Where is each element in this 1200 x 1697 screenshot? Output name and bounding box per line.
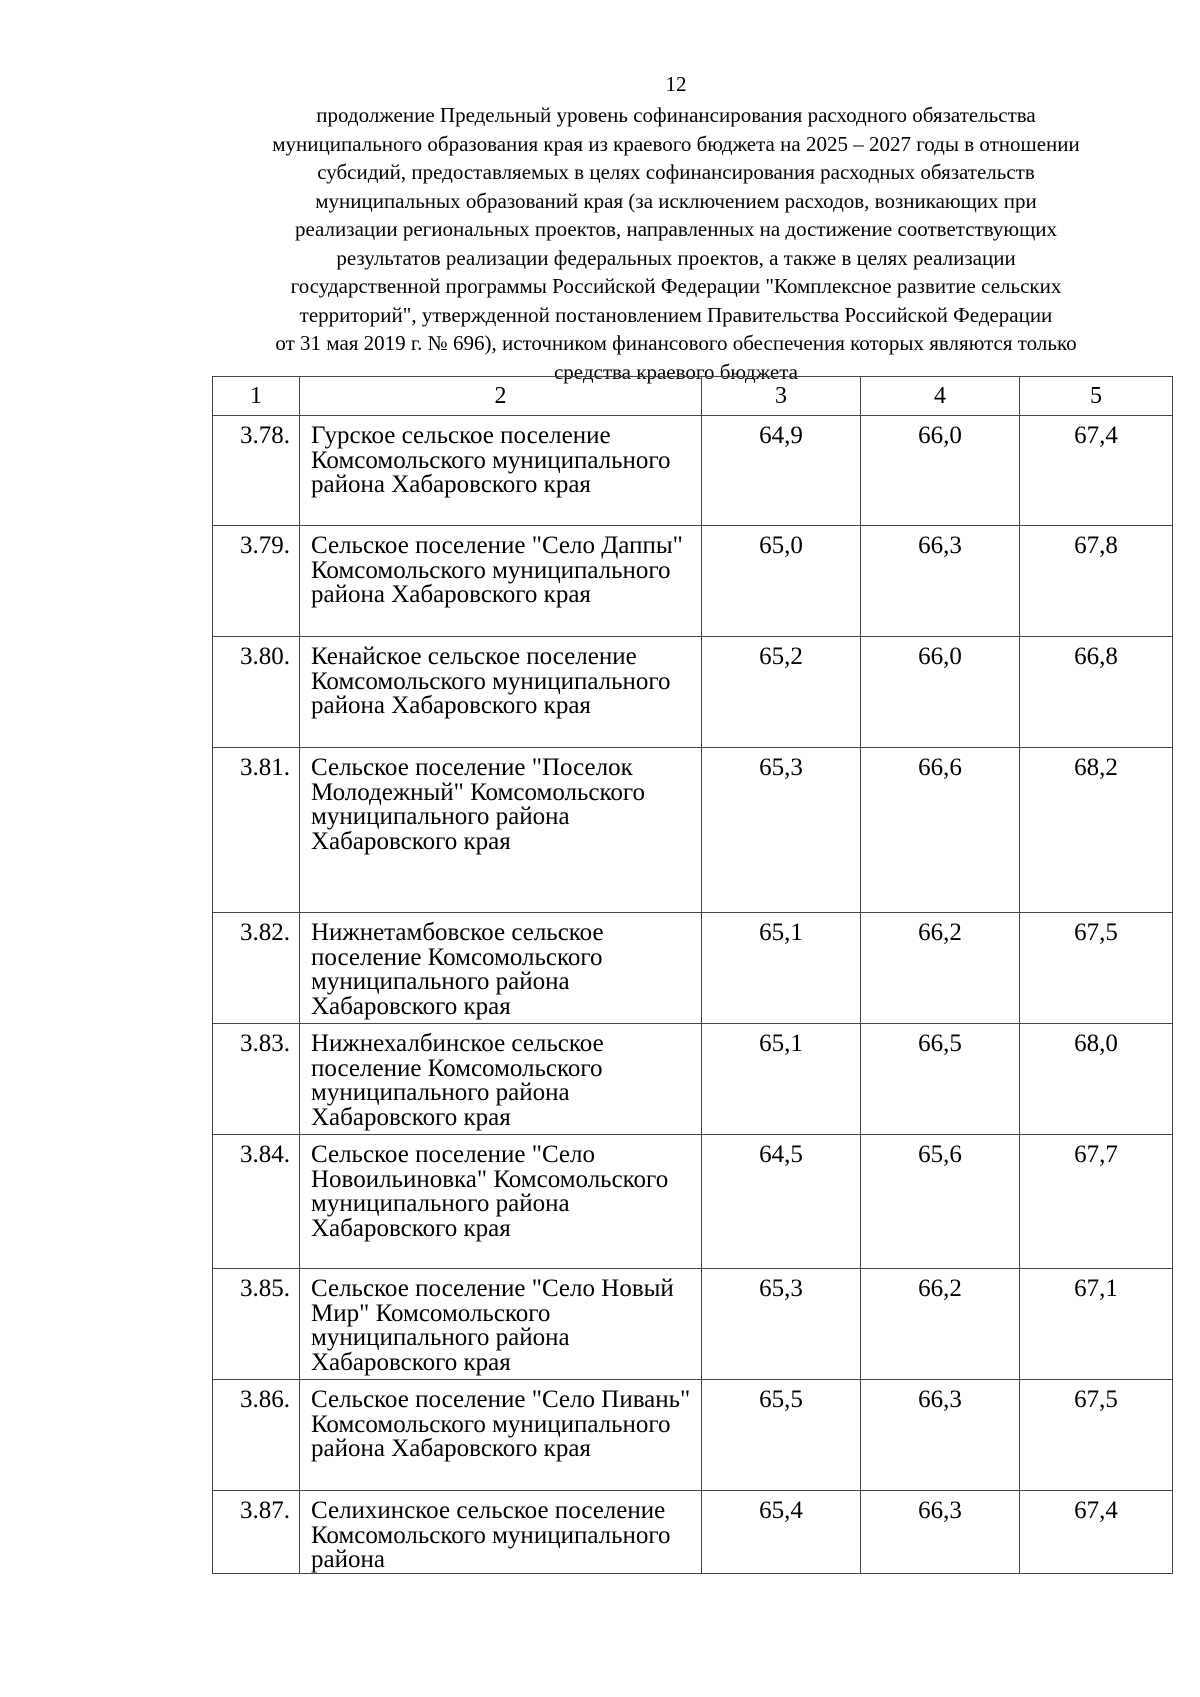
caption-line: результатов реализации федеральных проектов, а также в целях реализации [336,245,1016,270]
value-col-5: 66,8 [1020,637,1173,748]
caption-line: от 31 мая 2019 г. № 696), источником финансового обеспечения которых являются только [275,331,1077,355]
value-col-4: 66,5 [861,1024,1020,1135]
value-col-5: 67,8 [1020,526,1173,637]
municipality-name: Кенайское сельское поселение Комсомольского муниципального района Хабаровского края [300,637,702,748]
value-col-3: 65,0 [702,526,861,637]
value-col-4: 65,6 [861,1135,1020,1269]
value-col-3: 64,5 [702,1135,861,1269]
value-col-3: 65,1 [702,1024,861,1135]
cofinancing-table [212,376,1173,1574]
caption-line: субсидий, предоставляемых в целях софинансирования расходных обязательств [317,160,1035,184]
value-col-3: 65,2 [702,637,861,748]
value-col-4: 66,2 [861,913,1020,1024]
table-row [213,416,1173,526]
row-number: 3.87. [213,1491,300,1574]
value-col-4: 66,3 [861,526,1020,637]
value-col-4: 66,3 [861,1491,1020,1574]
caption-line: муниципального образования края из краевого бюджета на 2025 – 2027 годы в отношении [272,131,1080,156]
table-row [213,637,1173,748]
value-col-3: 65,1 [702,913,861,1024]
table-row [213,526,1173,637]
value-col-5: 68,2 [1020,748,1173,913]
value-col-3: 65,3 [702,748,861,913]
header-row [213,377,1173,416]
value-col-5: 67,7 [1020,1135,1173,1269]
page-number: 12 [665,72,687,96]
value-col-4: 66,0 [861,637,1020,748]
value-col-3: 64,9 [702,416,861,526]
row-number: 3.83. [213,1024,300,1135]
value-col-3: 65,5 [702,1380,861,1491]
value-col-4: 66,0 [861,416,1020,526]
value-col-4: 66,2 [861,1269,1020,1380]
municipality-name: Гурское сельское поселение Комсомольского муниципального района Хабаровского края [300,416,702,526]
value-col-4: 66,6 [861,748,1020,913]
municipality-name: Нижнехалбинское сельское поселение Комсомольского муниципального района Хабаровского края [300,1024,702,1135]
header-cell-1: 1 [213,377,300,416]
table-row [213,1135,1173,1269]
municipality-name: Сельское поселение "Село Даппы" Комсомольского муниципального района Хабаровского края [300,526,702,637]
table-row [213,1269,1173,1380]
table-row [213,1024,1173,1135]
table-row [213,913,1173,1024]
row-number: 3.84. [213,1135,300,1269]
value-col-5: 67,4 [1020,416,1173,526]
caption-line: продолжение Предельный уровень софинансирования расходного обязательства [316,103,1036,127]
table-caption [190,101,1162,386]
row-number: 3.86. [213,1380,300,1491]
value-col-5: 67,5 [1020,1380,1173,1491]
value-col-5: 67,1 [1020,1269,1173,1380]
row-number: 3.80. [213,637,300,748]
municipality-name: Селихинское сельское поселение Комсомольского муниципального района [300,1491,702,1574]
municipality-name: Сельское поселение "Поселок Молодежный" Комсомольского муниципального района Хабаровского края [300,748,702,913]
table-row [213,1491,1173,1574]
value-col-5: 67,5 [1020,913,1173,1024]
value-col-5: 68,0 [1020,1024,1173,1135]
header-cell-5: 5 [1020,377,1173,416]
table-row [213,748,1173,913]
municipality-name: Сельское поселение "Село Новый Мир" Комсомольского муниципального района Хабаровского края [300,1269,702,1380]
header-cell-4: 4 [861,377,1020,416]
value-col-3: 65,4 [702,1491,861,1574]
municipality-name: Нижнетамбовское сельское поселение Комсомольского муниципального района Хабаровского края [300,913,702,1024]
caption-line: средства краевого бюджета [553,359,798,384]
row-number: 3.85. [213,1269,300,1380]
header-cell-3: 3 [702,377,861,416]
caption-line: государственной программы Российской Федерации "Комплексное развитие сельских [290,274,1062,298]
caption-line: реализации региональных проектов, направленных на достижение соответствующих [294,217,1058,241]
row-number: 3.81. [213,748,300,913]
caption-line: муниципальных образований края (за исключением расходов, возникающих при [315,188,1037,213]
caption-line: территорий", утвержденной постановлением Правительства Российской Федерации [299,302,1053,327]
row-number: 3.79. [213,526,300,637]
table-header [213,377,1173,416]
value-col-5: 67,4 [1020,1491,1173,1574]
header-cell-2: 2 [300,377,702,416]
row-number: 3.82. [213,913,300,1024]
value-col-3: 65,3 [702,1269,861,1380]
table-row [213,1380,1173,1491]
municipality-name: Сельское поселение "Село Пивань" Комсомольского муниципального района Хабаровского края [300,1380,702,1491]
row-number: 3.78. [213,416,300,526]
municipality-name: Сельское поселение "Село Новоильиновка" Комсомольского муниципального района Хабаровского края [300,1135,702,1269]
value-col-4: 66,3 [861,1380,1020,1491]
table-body [213,416,1173,1574]
